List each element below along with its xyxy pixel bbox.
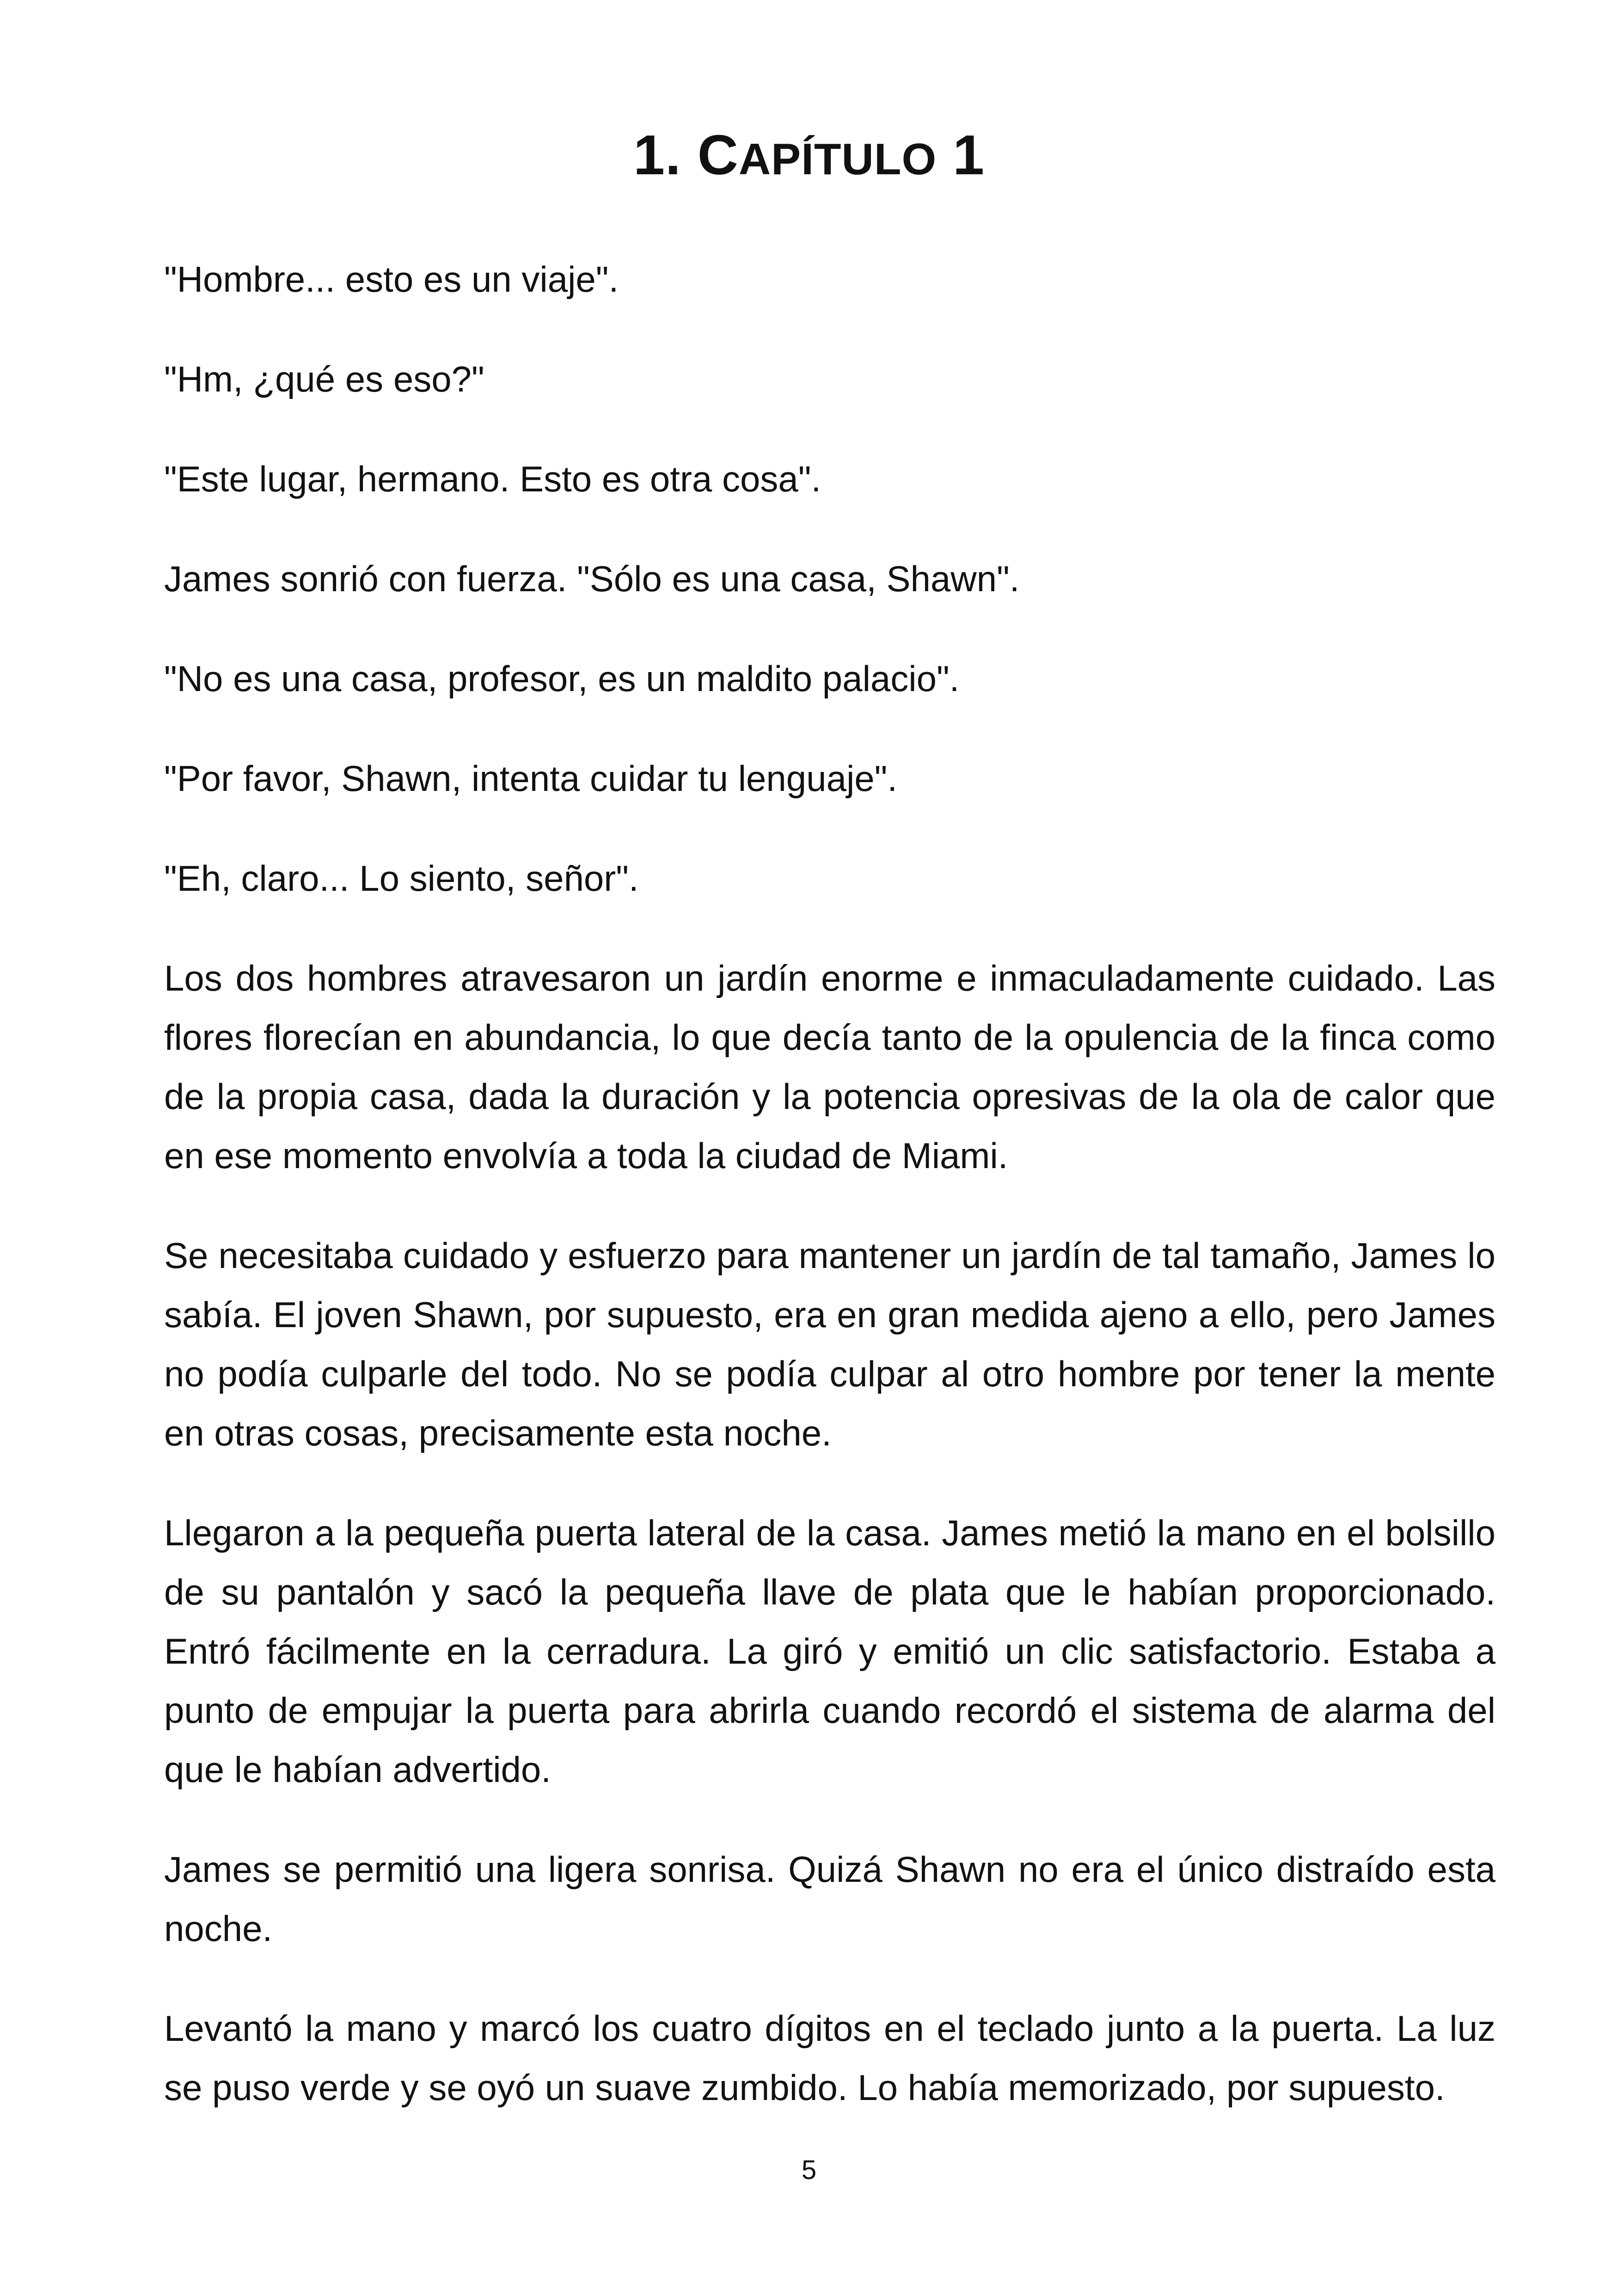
paragraph: James sonrió con fuerza. "Sólo es una casa, Shawn".	[164, 558, 1020, 599]
paragraph: Se necesitaba cuidado y esfuerzo para mantener un jardín de tal tamaño, James lo sabía. El joven Shawn, por supuesto, era en gran medida ajeno a ello, pero James no podía culparle del todo. No se podía culpar al otro hombre por tener la mente en otras cosas, precisamente esta noche.	[164, 1235, 1495, 1453]
chapter-trailing-number: 1	[953, 123, 985, 186]
body-text	[164, 250, 1495, 2158]
paragraph: "Por favor, Shawn, intenta cuidar tu lenguaje".	[164, 758, 898, 799]
page-number: 5	[801, 2155, 817, 2185]
paragraph: James se permitió una ligera sonrisa. Quizá Shawn no era el único distraído esta noche.	[164, 1849, 1495, 1949]
paragraph: "Hm, ¿qué es eso?"	[164, 359, 484, 399]
paragraph: "Este lugar, hermano. Esto es otra cosa".	[164, 459, 821, 499]
paragraph: "Eh, claro... Lo siento, señor".	[164, 858, 639, 899]
paragraph: "No es una casa, profesor, es un maldito palacio".	[164, 658, 960, 699]
chapter-title	[0, 118, 1618, 196]
paragraph: Llegaron a la pequeña puerta lateral de la casa. James metió la mano en el bolsillo de su pantalón y sacó la pequeña llave de plata que le habían proporcionado. Entró fácilmente en la cerradura. La giró y emitió un clic satisfactorio. Estaba a punto de empujar la puerta para abrirla cuando recordó el sistema de alarma del que le habían advertido.	[164, 1512, 1495, 1790]
paragraph: Levantó la mano y marcó los cuatro dígitos en el teclado junto a la puerta. La luz se puso verde y se oyó un suave zumbido. Lo había memorizado, por supuesto.	[164, 2008, 1495, 2108]
chapter-word-rest: APÍTULO	[738, 135, 937, 184]
chapter-number: 1.	[633, 123, 681, 186]
paragraph: Los dos hombres atravesaron un jardín enorme e inmaculadamente cuidado. Las flores florecían en abundancia, lo que decía tanto de la opulencia de la finca como de la propia casa, dada la duración y la potencia opresivas de la ola de calor que en ese momento envolvía a toda la ciudad de Miami.	[164, 958, 1495, 1176]
paragraph: "Hombre... esto es un viaje".	[164, 259, 619, 300]
chapter-word-initial: C	[697, 123, 739, 186]
